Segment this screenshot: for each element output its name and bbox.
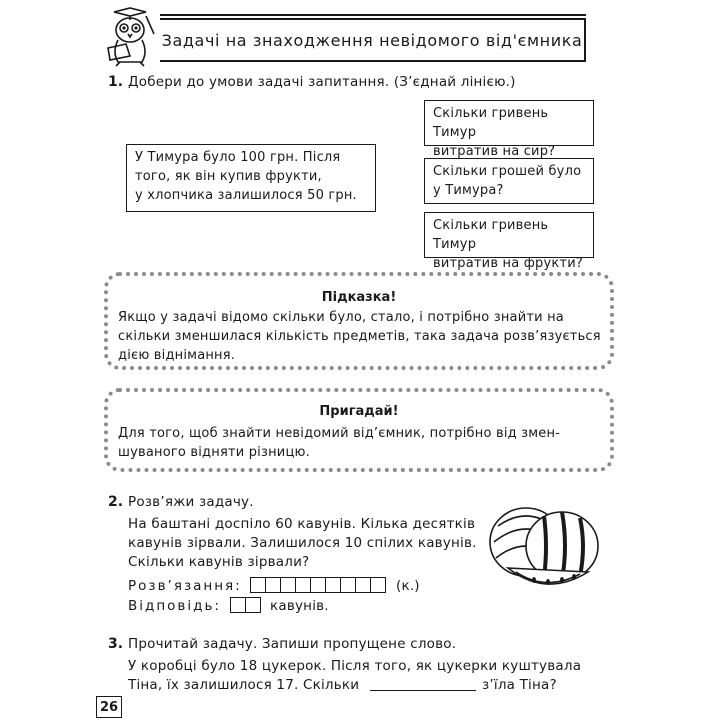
- task2-text-line: Скільки кавунів зірвали?: [128, 554, 310, 570]
- condition-line: того, як він купив фрукти,: [135, 169, 322, 184]
- solution-cells[interactable]: [250, 577, 385, 593]
- remember-line: шуваного відняти різницю.: [118, 445, 310, 460]
- answer-cells[interactable]: [230, 597, 260, 613]
- missing-word-blank[interactable]: [370, 690, 476, 691]
- answer-cell[interactable]: [340, 577, 356, 593]
- question-line: у Тимура?: [433, 183, 504, 198]
- condition-line: У Тимура було 100 грн. Після: [135, 150, 341, 165]
- answer-cell[interactable]: [370, 577, 386, 593]
- hint-title: Підказка!: [321, 290, 397, 305]
- task1-instruction: Добери до умови задачі запитання. (З’єднай лінією.): [128, 74, 516, 90]
- answer-cell[interactable]: [295, 577, 311, 593]
- solution-unit: (к.): [396, 578, 420, 594]
- task3-number: 3.: [108, 636, 124, 652]
- answer-cell[interactable]: [310, 577, 326, 593]
- owl-teacher-icon: [100, 4, 162, 68]
- answer-cell[interactable]: [245, 597, 261, 613]
- answer-cell[interactable]: [325, 577, 341, 593]
- hint-line: скільки зменшилася кількість предметів, така задача розв’язується: [118, 329, 601, 344]
- answer-unit: кавунів.: [270, 598, 329, 614]
- title-top-rule: [160, 14, 586, 16]
- answer-cell[interactable]: [250, 577, 266, 593]
- hint-line: Якщо у задачі відомо скільки було, стало, і потрібно знайти на: [118, 310, 564, 325]
- remember-title: Пригадай!: [319, 404, 399, 419]
- task2-number: 2.: [108, 494, 124, 510]
- question-line: Скільки грошей було: [433, 164, 582, 179]
- answer-cell[interactable]: [265, 577, 281, 593]
- task2-text-line: кавунів зірвали. Залишилося 10 спілих кавунів.: [128, 535, 477, 551]
- answer-cell[interactable]: [230, 597, 246, 613]
- question-line: Скільки гривень Тимур: [433, 218, 549, 252]
- task2-instruction: Розв’яжи задачу.: [128, 494, 254, 510]
- task1-condition-box: [126, 144, 376, 212]
- page-number: 26: [96, 696, 122, 718]
- question-line: витратив на фрукти?: [433, 256, 583, 271]
- task1-question-option[interactable]: [424, 158, 594, 204]
- task1-question-option[interactable]: [424, 100, 594, 159]
- answer-label: Відповідь:: [128, 598, 221, 614]
- remember-line: Для того, щоб знайти невідомий від’ємник, потрібно від змен-: [118, 426, 561, 441]
- question-line: витратив на сир?: [433, 144, 556, 159]
- watermelon-icon: [486, 496, 602, 596]
- answer-cell[interactable]: [280, 577, 296, 593]
- hint-line: дією віднімання.: [118, 348, 236, 363]
- question-line: Скільки гривень Тимур: [433, 106, 549, 140]
- condition-line: у хлопчика залишилося 50 грн.: [135, 188, 357, 203]
- solution-label: Розв’язання:: [128, 578, 242, 594]
- answer-cell[interactable]: [355, 577, 371, 593]
- task3-text-end: з’їла Тіна?: [482, 677, 557, 693]
- task2-text-line: На баштані доспіло 60 кавунів. Кілька десятків: [128, 516, 476, 532]
- task3-text-line: У коробці було 18 цукерок. Після того, як цукерки куштувала: [128, 658, 582, 674]
- hint-box: [104, 272, 614, 370]
- task3-text-line: Тіна, їх залишилося 17. Скільки: [128, 677, 360, 693]
- task1-question-option[interactable]: [424, 212, 594, 271]
- page-title: Задачі на знаходження невідомого від'ємника: [160, 18, 586, 62]
- task3-instruction: Прочитай задачу. Запиши пропущене слово.: [128, 636, 457, 652]
- remember-box: [104, 388, 614, 472]
- task1-number: 1.: [108, 74, 124, 90]
